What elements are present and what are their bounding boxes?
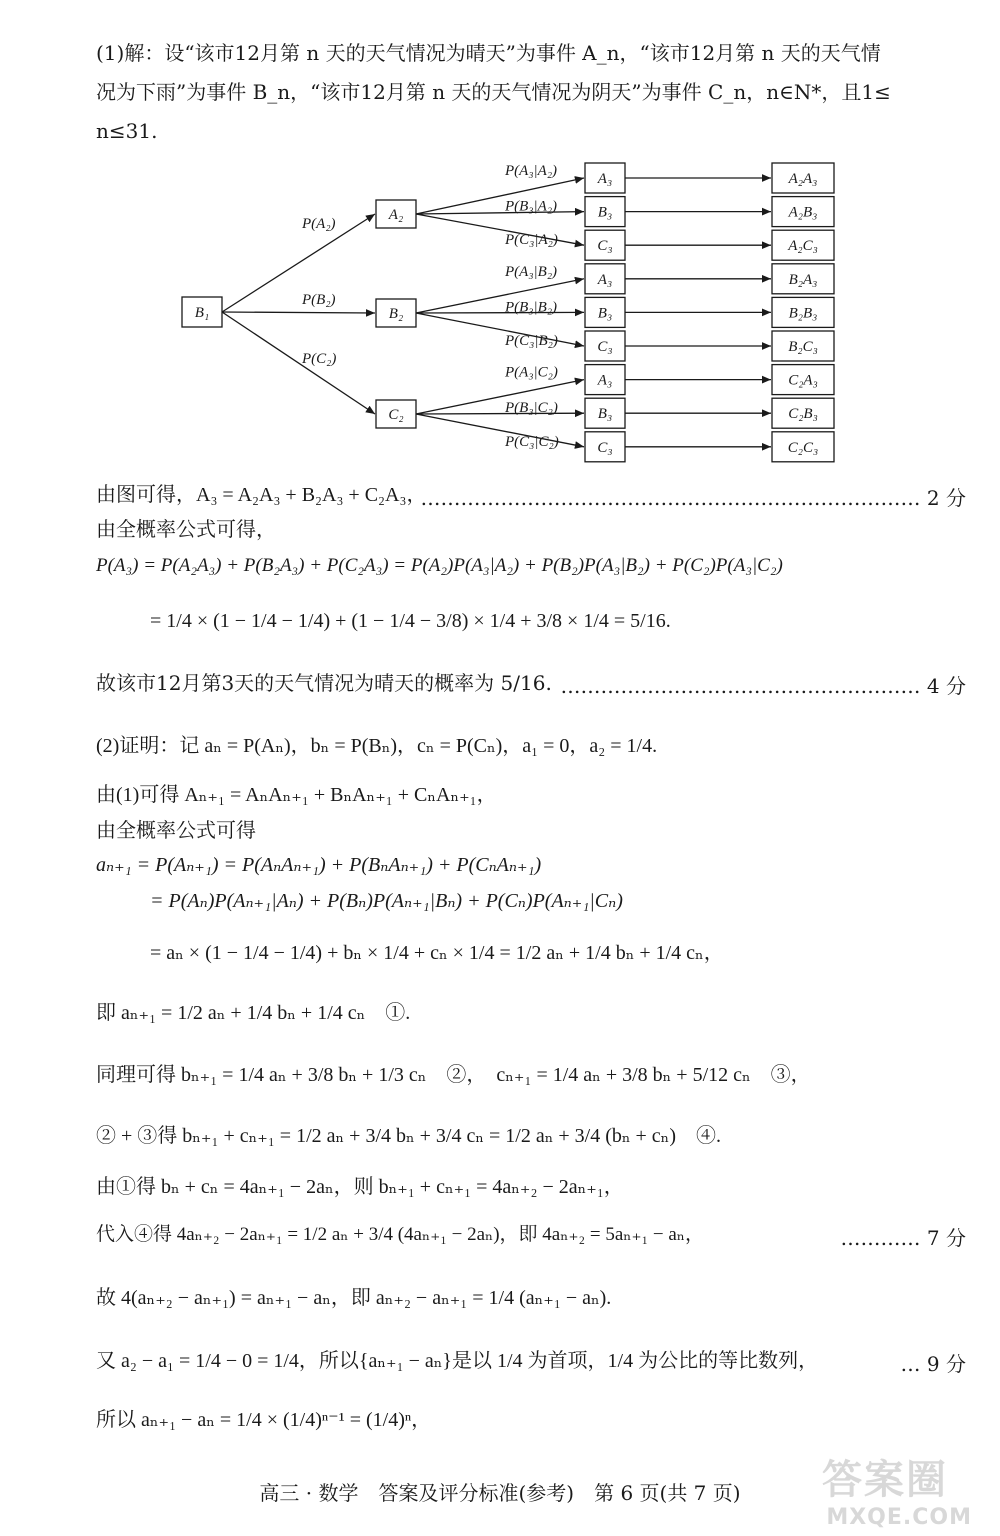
score-7-points: ………… 7 分	[840, 1226, 966, 1250]
part2-line-4: = P(Aₙ)P(Aₙ₊₁|Aₙ) + P(Bₙ)P(Aₙ₊₁|Bₙ) + P(Cₙ)P(Aₙ₊₁|Cₙ)	[150, 890, 623, 912]
tree-prob-l1-1: P(B₂)	[302, 292, 336, 308]
tree-edge-root-1	[222, 312, 375, 313]
tree-l2-2-label: C₃	[597, 238, 613, 255]
tree-edge-root-2	[222, 312, 375, 414]
tree-edge-l1-0	[416, 178, 584, 214]
figure-equation-line: 由图可得，A₃ = A₂A₃ + B₂A₃ + C₂A₃，	[96, 484, 427, 506]
tree-prob-l2-4: P(B₃|B₂)	[505, 299, 558, 316]
part1-intro-line-3: n≤31.	[96, 119, 158, 143]
tree-prob-l2-1: P(B₃|A₂)	[505, 198, 558, 215]
prob-calculation-equation: = 1/4 × (1 − 1/4 − 1/4) + (1 − 1/4 − 3/8) × 1/4 + 3/8 × 1/4 = 5/16.	[150, 610, 671, 632]
prob-expansion-equation: P(A₃) = P(A₂A₃) + P(B₂A₃) + P(C₂A₃) = P(A₂)P(A₃|A₂) + P(B₂)P(A₃|B₂) + P(C₂)P(A₃|C₂)	[96, 555, 783, 576]
tree-edge-root-0	[222, 214, 375, 312]
tree-l3-0-label: A₂A₃	[788, 171, 818, 187]
part2-line-3: aₙ₊₁ = P(Aₙ₊₁) = P(AₙAₙ₊₁) + P(BₙAₙ₊₁) + P(CₙAₙ₊₁)	[96, 854, 542, 876]
score-9-points: … 9 分	[900, 1352, 966, 1376]
part2-line-1: 由(1)可得 Aₙ₊₁ = AₙAₙ₊₁ + BₙAₙ₊₁ + CₙAₙ₊₁，	[96, 784, 497, 806]
tree-l1-0-label: A₂	[388, 207, 404, 223]
tree-edge-l1-3	[416, 279, 584, 316]
tree-l2-1-label: B₃	[597, 204, 613, 221]
score-4-points: ……………………………………………… 4 分	[560, 674, 966, 698]
tree-l2-0-label: A₃	[597, 171, 613, 187]
tree-prob-l2-7: P(B₃|C₂)	[505, 400, 558, 417]
tree-l3-8-label: C₂C₃	[787, 439, 819, 456]
tree-l2-5-label: C₃	[597, 339, 613, 355]
total-prob-line: 由全概率公式可得，	[96, 517, 276, 541]
tree-l3-4-label: B₂B₃	[788, 305, 818, 322]
part1-intro-line-1: (1)解：设“该市12月第 n 天的天气情况为晴天”为事件 A_n，“该市12月第 n 天的天气情	[96, 41, 881, 65]
watermark-main: 答案圈	[822, 1457, 948, 1503]
tree-l3-6-label: C₂A₃	[788, 372, 818, 389]
part2-line-10: 代入④得 4aₙ₊₂ − 2aₙ₊₁ = 1/2 aₙ + 3/4 (4aₙ₊₁ − 2aₙ)，即 4aₙ₊₂ = 5aₙ₊₁ − aₙ，	[96, 1224, 704, 1245]
tree-l1-2-label: C₂	[388, 407, 404, 423]
part2-line-11: 故 4(aₙ₊₂ − aₙ₊₁) = aₙ₊₁ − aₙ，即 aₙ₊₂ − aₙ₊₁ = 1/4 (aₙ₊₁ − aₙ).	[96, 1287, 612, 1309]
tree-edge-l1-7	[416, 413, 584, 414]
conclusion-line: 故该市12月第3天的天气情况为晴天的概率为 5/16.	[96, 671, 552, 695]
tree-l3-3-label: B₂A₃	[788, 271, 818, 288]
tree-l2-7-label: B₃	[597, 406, 613, 423]
tree-prob-l2-6: P(A₃|C₂)	[505, 364, 558, 381]
part2-line-12: 又 a₂ − a₁ = 1/4 − 0 = 1/4，所以{aₙ₊₁ − aₙ}是以 1/4 为首项，1/4 为公比的等比数列，	[96, 1350, 819, 1372]
part2-line-7: 同理可得 bₙ₊₁ = 1/4 aₙ + 3/8 bₙ + 1/3 cₙ ②， cₙ₊₁ = 1/4 aₙ + 3/8 bₙ + 5/12 cₙ ③，	[96, 1064, 811, 1086]
tree-edge-l1-6	[416, 380, 584, 417]
tree-prob-l2-2: P(C₃|A₂)	[505, 232, 558, 249]
tree-edge-l1-4	[416, 312, 584, 313]
tree-prob-l1-2: P(C₂)	[302, 351, 337, 367]
tree-l2-6-label: A₃	[597, 372, 613, 389]
tree-l3-7-label: C₂B₃	[788, 406, 818, 423]
watermark-logo	[822, 1448, 972, 1528]
tree-l2-3-label: A₃	[597, 271, 613, 288]
tree-prob-l2-8: P(C₃|C₂)	[505, 433, 559, 450]
probability-tree-diagram	[170, 155, 850, 467]
tree-prob-l2-3: P(A₃|B₂)	[505, 263, 558, 280]
watermark-url: MXQE.COM	[826, 1505, 972, 1530]
tree-prob-l2-5: P(C₃|B₂)	[505, 333, 558, 349]
part2-line-5: = aₙ × (1 − 1/4 − 1/4) + bₙ × 1/4 + cₙ × 1/4 = 1/2 aₙ + 1/4 bₙ + 1/4 cₙ，	[150, 942, 724, 964]
tree-prob-l1-0: P(A₂)	[302, 216, 336, 232]
page-footer: 高三 · 数学 答案及评分标准(参考) 第 6 页(共 7 页)	[259, 1481, 741, 1505]
part2-line-2: 由全概率公式可得	[96, 818, 256, 842]
tree-edge-l1-2	[416, 214, 584, 245]
tree-edge-l1-1	[416, 212, 584, 214]
part2-line-9: 由①得 bₙ + cₙ = 4aₙ₊₁ − 2aₙ，则 bₙ₊₁ + cₙ₊₁ = 4aₙ₊₂ − 2aₙ₊₁，	[96, 1176, 624, 1198]
tree-edge-l1-8	[416, 414, 584, 447]
tree-prob-l2-0: P(A₃|A₂)	[505, 163, 558, 179]
part1-intro-line-2: 况为下雨”为事件 B_n，“该市12月第 n 天的天气情况为阴天”为事件 C_n，n∈N*，且1≤	[96, 80, 891, 104]
tree-l2-4-label: B₃	[597, 305, 613, 322]
score-2-points: ………………………………………………………………… 2 分	[420, 486, 966, 510]
tree-l1-1-label: B₂	[388, 306, 404, 322]
tree-labels	[301, 163, 559, 450]
tree-l3-5-label: B₂C₃	[788, 339, 818, 355]
tree-root-label: B₁	[194, 305, 210, 321]
tree-l2-8-label: C₃	[597, 439, 613, 456]
tree-l3-2-label: A₂C₃	[788, 238, 818, 255]
tree-edge-l1-5	[416, 313, 584, 346]
part2-line-6: 即 aₙ₊₁ = 1/2 aₙ + 1/4 bₙ + 1/4 cₙ ①.	[96, 1002, 411, 1024]
tree-l3-1-label: A₂B₃	[788, 204, 818, 221]
part2-line-8: ② + ③得 bₙ₊₁ + cₙ₊₁ = 1/2 aₙ + 3/4 bₙ + 3/4 cₙ = 1/2 aₙ + 3/4 (bₙ + cₙ) ④.	[96, 1125, 721, 1147]
part2-line-13: 所以 aₙ₊₁ − aₙ = 1/4 × (1/4)ⁿ⁻¹ = (1/4)ⁿ，	[96, 1409, 432, 1431]
part2-intro: (2)证明：记 aₙ = P(Aₙ)，bₙ = P(Bₙ)，cₙ = P(Cₙ)，a₁ = 0，a₂ = 1/4.	[96, 735, 658, 757]
